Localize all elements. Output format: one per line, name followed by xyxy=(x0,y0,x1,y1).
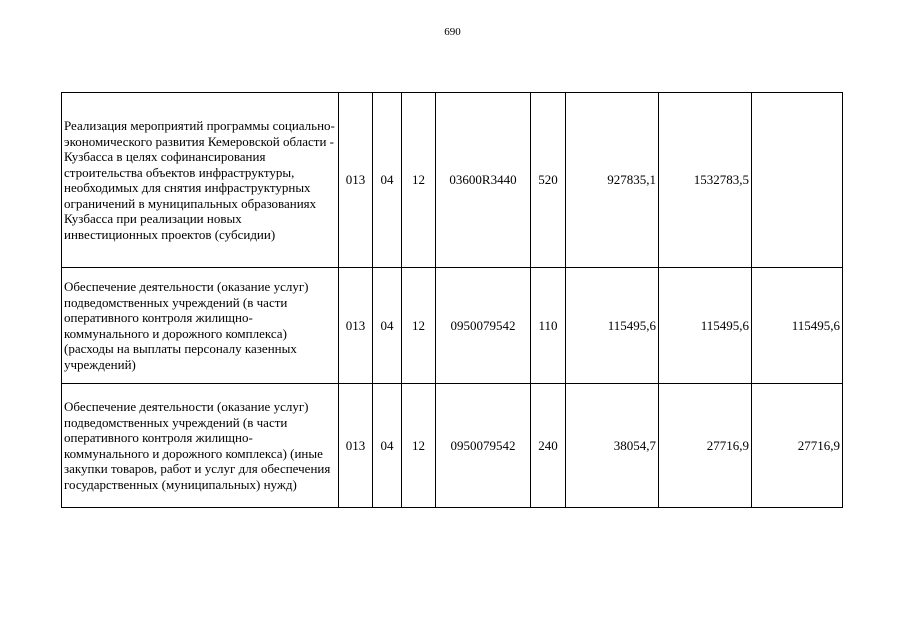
table-row xyxy=(62,384,843,508)
expense-type-cell: 110 xyxy=(531,268,566,384)
description-cell: Обеспечение деятельности (оказание услуг) подведомственных учреждений (в части оперативного контроля жилищно-коммунального и дорожного комплекса) (иные закупки товаров, работ и услуг для обеспечения государственных (муниципальных) нужд) xyxy=(62,384,339,508)
subsection-code-cell: 12 xyxy=(402,384,436,508)
description-cell: Обеспечение деятельности (оказание услуг) подведомственных учреждений (в части оперативного контроля жилищно-коммунального и дорожного комплекса) (расходы на выплаты персоналу казенных учреждений) xyxy=(62,268,339,384)
subsection-code-cell: 12 xyxy=(402,93,436,268)
amount-1-cell: 927835,1 xyxy=(566,93,659,268)
section-code-cell: 04 xyxy=(373,93,402,268)
budget-table xyxy=(61,92,843,508)
amount-3-cell: 115495,6 xyxy=(752,268,843,384)
target-article-cell: 0950079542 xyxy=(436,268,531,384)
expense-type-cell: 520 xyxy=(531,93,566,268)
amount-2-cell: 115495,6 xyxy=(659,268,752,384)
section-code-cell: 04 xyxy=(373,384,402,508)
expense-type-cell: 240 xyxy=(531,384,566,508)
amount-2-cell: 1532783,5 xyxy=(659,93,752,268)
amount-1-cell: 38054,7 xyxy=(566,384,659,508)
table-row xyxy=(62,93,843,268)
amount-3-cell: 27716,9 xyxy=(752,384,843,508)
ministry-code-cell: 013 xyxy=(339,384,373,508)
target-article-cell: 03600R3440 xyxy=(436,93,531,268)
section-code-cell: 04 xyxy=(373,268,402,384)
description-cell: Реализация мероприятий программы социально-экономического развития Кемеровской области - Кузбасса в целях софинансирования строительства объектов инфраструктуры, необходимых для снятия инфраструктурных ограничений в муниципальных образованиях Кузбасса при реализации новых инвестиционных проектов (субсидии) xyxy=(62,93,339,268)
page-number: 690 xyxy=(444,26,461,38)
amount-1-cell: 115495,6 xyxy=(566,268,659,384)
table-row xyxy=(62,268,843,384)
target-article-cell: 0950079542 xyxy=(436,384,531,508)
ministry-code-cell: 013 xyxy=(339,268,373,384)
amount-3-cell xyxy=(752,93,843,268)
amount-2-cell: 27716,9 xyxy=(659,384,752,508)
ministry-code-cell: 013 xyxy=(339,93,373,268)
subsection-code-cell: 12 xyxy=(402,268,436,384)
